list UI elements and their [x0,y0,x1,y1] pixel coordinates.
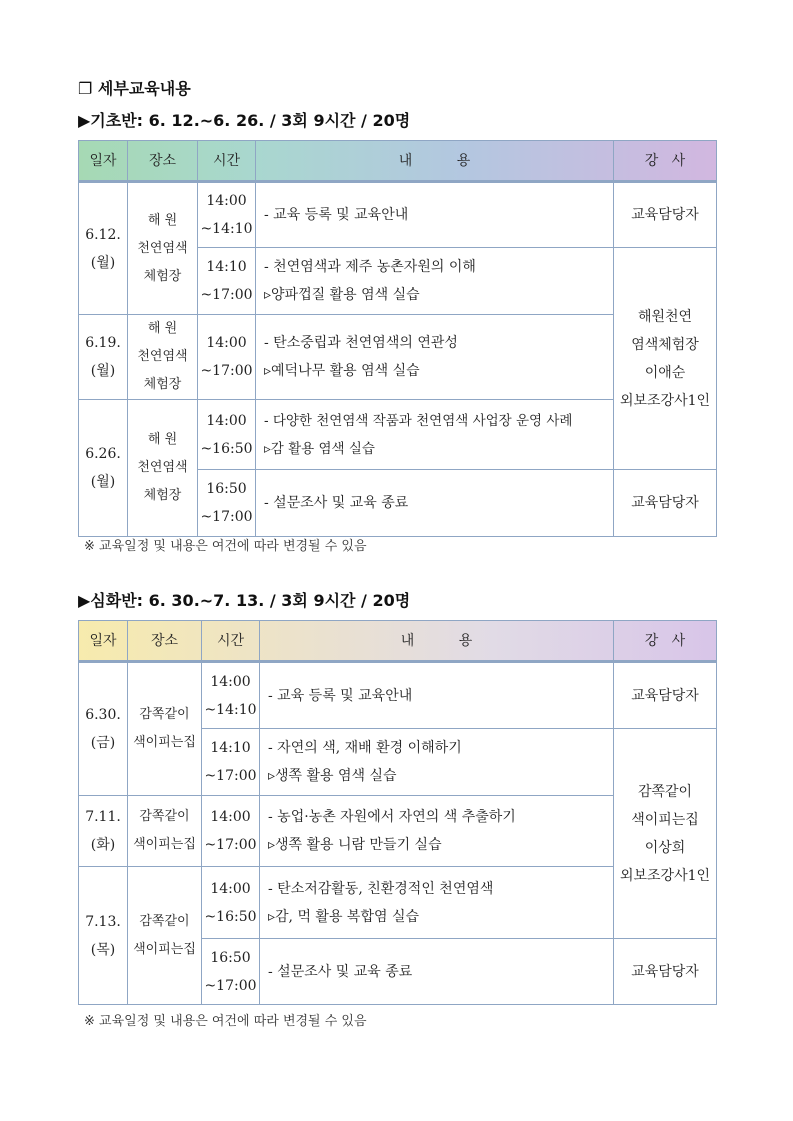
time-cell: 14:00 ~17:00 [202,796,260,867]
instructor-cell: 교육담당자 [614,939,717,1005]
content-cell: - 농업·농촌 자원에서 자연의 색 추출하기 ▹생쪽 활용 니람 만들기 실습 [260,796,614,867]
date-cell: 6.12. (월) [79,182,128,315]
advanced-schedule-table [78,620,717,1005]
time-cell: 14:10 ~17:00 [202,729,260,796]
content-cell: - 자연의 색, 재배 환경 이해하기 ▹생쪽 활용 염색 실습 [260,729,614,796]
content-cell: - 설문조사 및 교육 종료 [260,939,614,1005]
header-content: 내 용 [260,621,614,662]
instructor-cell: 교육담당자 [614,662,717,729]
header-instructor: 강 사 [614,621,717,662]
shared-instructor-cell: 감쪽같이 색이피는집 이상희 외보조강사1인 [614,729,717,939]
date-cell: 6.19. (월) [79,315,128,400]
time-cell: 14:10 ~17:00 [198,248,256,315]
instructor-cell: 교육담당자 [614,182,717,248]
basic-course-title: ▶기초반: 6. 12.~6. 26. / 3회 9시간 / 20명 [78,111,411,130]
time-cell: 14:00 ~16:50 [198,400,256,470]
table-header-row [79,621,717,662]
table-header-row [79,141,717,182]
instructor-cell: 교육담당자 [614,470,717,537]
header-place: 장소 [128,141,198,182]
place-cell: 감쪽같이 색이피는집 [128,796,202,867]
header-time: 시간 [198,141,256,182]
header-instructor: 강 사 [614,141,717,182]
time-cell: 14:00 ~14:10 [202,662,260,729]
header-place: 장소 [128,621,202,662]
date-cell: 7.11. (화) [79,796,128,867]
date-cell: 7.13. (목) [79,867,128,1005]
place-cell: 해 원 천연염색 체험장 [128,182,198,315]
time-cell: 16:50 ~17:00 [202,939,260,1005]
header-date: 일자 [79,141,128,182]
date-cell: 6.30. (금) [79,662,128,796]
schedule-note: ※ 교육일정 및 내용은 여건에 따라 변경될 수 있음 [84,539,367,554]
advanced-course-title: ▶심화반: 6. 30.~7. 13. / 3회 9시간 / 20명 [78,591,411,610]
header-time: 시간 [202,621,260,662]
content-cell: - 다양한 천연염색 작품과 천연염색 사업장 운영 사례 ▹감 활용 염색 실습 [256,400,614,470]
header-content: 내 용 [256,141,614,182]
place-cell: 해 원 천연염색 체험장 [128,315,198,400]
schedule-note: ※ 교육일정 및 내용은 여건에 따라 변경될 수 있음 [84,1014,367,1029]
table-row [79,182,717,248]
content-cell: - 교육 등록 및 교육안내 [256,182,614,248]
place-cell: 감쪽같이 색이피는집 [128,662,202,796]
place-cell: 감쪽같이 색이피는집 [128,867,202,1005]
time-cell: 14:00 ~14:10 [198,182,256,248]
header-date: 일자 [79,621,128,662]
content-cell: - 탄소중립과 천연염색의 연관성 ▹예덕나무 활용 염색 실습 [256,315,614,400]
section-heading: ❐ 세부교육내용 [78,79,191,98]
content-cell: - 천연염색과 제주 농촌자원의 이해 ▹양파껍질 활용 염색 실습 [256,248,614,315]
content-cell: - 설문조사 및 교육 종료 [256,470,614,537]
date-cell: 6.26. (월) [79,400,128,537]
time-cell: 14:00 ~16:50 [202,867,260,939]
place-cell: 해 원 천연염색 체험장 [128,400,198,537]
content-cell: - 교육 등록 및 교육안내 [260,662,614,729]
shared-instructor-cell: 해원천연 염색체험장 이애순 외보조강사1인 [614,248,717,470]
time-cell: 16:50 ~17:00 [198,470,256,537]
table-row [79,662,717,729]
time-cell: 14:00 ~17:00 [198,315,256,400]
content-cell: - 탄소저감활동, 친환경적인 천연염색 ▹감, 먹 활용 복합염 실습 [260,867,614,939]
basic-schedule-table [78,140,717,537]
